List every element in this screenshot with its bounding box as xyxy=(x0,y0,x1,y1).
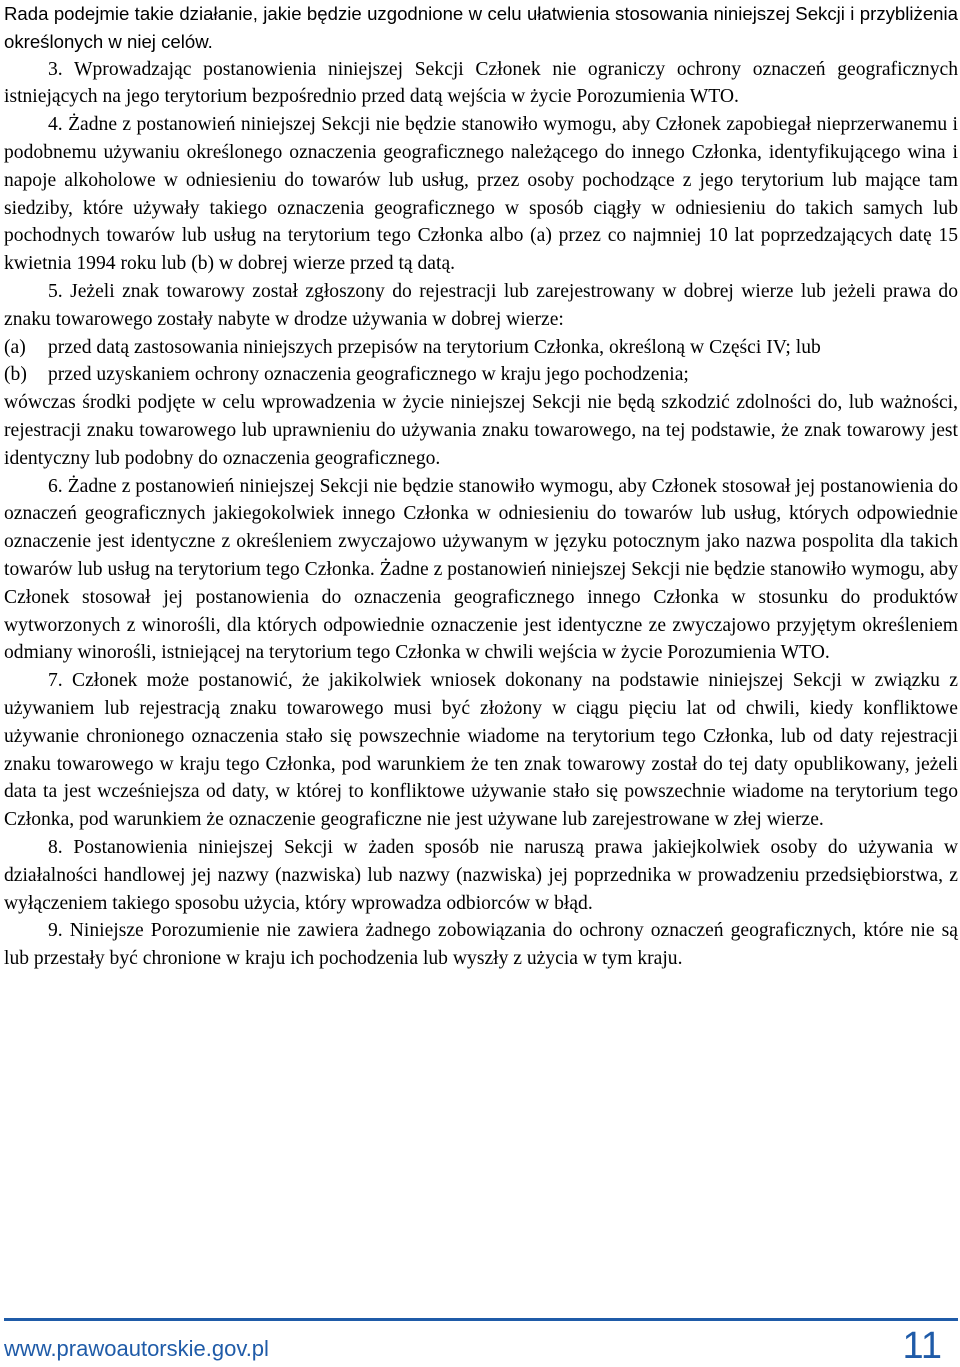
paragraph-8: 8. Postanowienia niniejszej Sekcji w żaden sposób nie naruszą prawa jakiejkolwiek osoby do używania w działalności handlowej jej nazwy (nazwiska) lub nazwy (nazwiska) jej poprzednika w prowadzeniu przedsiębiorstwa, z wyłączeniem takiego sposobu użycia, który wprowadza odbiorców w błąd. xyxy=(4,836,958,914)
paragraph-7: 7. Członek może postanowić, że jakikolwiek wniosek dokonany na podstawie niniejszej Sekcji w związku z używaniem lub rejestracją znaku towarowego musi być złożony w ciągu pięciu lat od chwili, kiedy konfliktowe używanie chronionego oznaczenia stało się powszechnie wiadome na terytorium tego Członka, lub od daty rejestracji znaku towarowego w kraju tego Członka, pod warunkiem że ten znak towarowy został do tej daty opublikowany, jeżeli data ta jest wcześniejsza od daty, w której to konfliktowe używanie stało się powszechnie wiadome na terytorium tego Członka, pod warunkiem że oznaczenie geograficzne nie jest używane lub zarejestrowane w złej wierze. xyxy=(4,670,958,831)
page-number: 11 xyxy=(902,1325,942,1367)
paragraph-5-outro: wówczas środki podjęte w celu wprowadzenia w życie niniejszej Sekcji nie będą szkodzić zdolności do, lub ważności, rejestracji znaku towarowego lub uprawnieniu do używania znaku towarowego, na tej podstawie, że znak towarowy jest identyczny lub podobny do oznaczenia geograficznego. xyxy=(4,392,958,469)
item-b-text: przed uzyskaniem ochrony oznaczenia geograficznego w kraju jego pochodzenia; xyxy=(48,364,689,386)
item-a-text: przed datą zastosowania niniejszych przepisów na terytorium Członka, określoną w Części IV; lub xyxy=(48,336,821,358)
paragraph-9: 9. Niniejsze Porozumienie nie zawiera żadnego zobowiązania do ochrony oznaczeń geograficznych, które nie są lub przestały być chronione w kraju ich pochodzenia lub wyszły z użycia w tym kraju. xyxy=(4,920,958,970)
item-b-label: (b) xyxy=(4,364,27,386)
footer-divider xyxy=(4,1318,958,1321)
intro-paragraph: Rada podejmie takie działanie, jakie będzie uzgodnione w celu ułatwienia stosowania niniejszej Sekcji i przybliżenia określonych w niej celów. xyxy=(4,3,958,52)
paragraph-5-item-a xyxy=(4,334,958,362)
paragraph-4: 4. Żadne z postanowień niniejszej Sekcji nie będzie stanowiło wymogu, aby Członek zapobiegał nieprzerwanemu i podobnemu używaniu określonego oznaczenia geograficznego należącego do innego Członka, identyfikującego wina i napoje alkoholowe w odniesieniu do towarów lub usług, przez osoby pochodzące z jego terytorium lub mające tam siedziby, które używały takiego oznaczenia geograficznego w sposób ciągły w odniesieniu do takich samych lub pochodnych towarów lub usług na terytorium tego Członka albo (a) przez co najmniej 10 lat poprzedzających datę 15 kwietnia 1994 roku lub (b) w dobrej wierze przed tą datą. xyxy=(4,114,958,275)
footer-website-link[interactable]: www.prawoautorskie.gov.pl xyxy=(4,1336,269,1361)
paragraph-5-intro: 5. Jeżeli znak towarowy został zgłoszony do rejestracji lub zarejestrowany w dobrej wierze lub jeżeli prawa do znaku towarowego zostały nabyte w drodze używania w dobrej wierze: xyxy=(4,280,958,330)
paragraph-5-item-b xyxy=(4,361,958,389)
paragraph-6: 6. Żadne z postanowień niniejszej Sekcji nie będzie stanowiło wymogu, aby Członek stosował jej postanowienia do oznaczeń geograficznych jakiegokolwiek innego Członka w odniesieniu do towarów lub usług, których odpowiednie oznaczenie jest identyczne z określeniem zwyczajowo używanym w języku potocznym jako nazwa pospolita dla takich towarów lub usług na terytorium tego Członka. Żadne z postanowień niniejszej Sekcji nie będzie stanowiło wymogu, aby Członek stosował jej postanowienia do oznaczenia geograficznego innego Członka w stosunku do produktów wytworzonych z winorośli, dla których odpowiednie oznaczenie jest identyczne ze zwyczajowo przyjętym określeniem odmiany winorośli, istniejącej na terytorium tego Członka w chwili wejścia w życie Porozumienia WTO. xyxy=(4,475,958,664)
paragraph-3: 3. Wprowadzając postanowienia niniejszej Sekcji Członek nie ograniczy ochrony oznaczeń geograficznych istniejących na jego terytorium bezpośrednio przed datą wejścia w życie Porozumienia WTO. xyxy=(4,58,958,108)
document-body xyxy=(4,0,958,973)
item-a-label: (a) xyxy=(4,336,26,358)
